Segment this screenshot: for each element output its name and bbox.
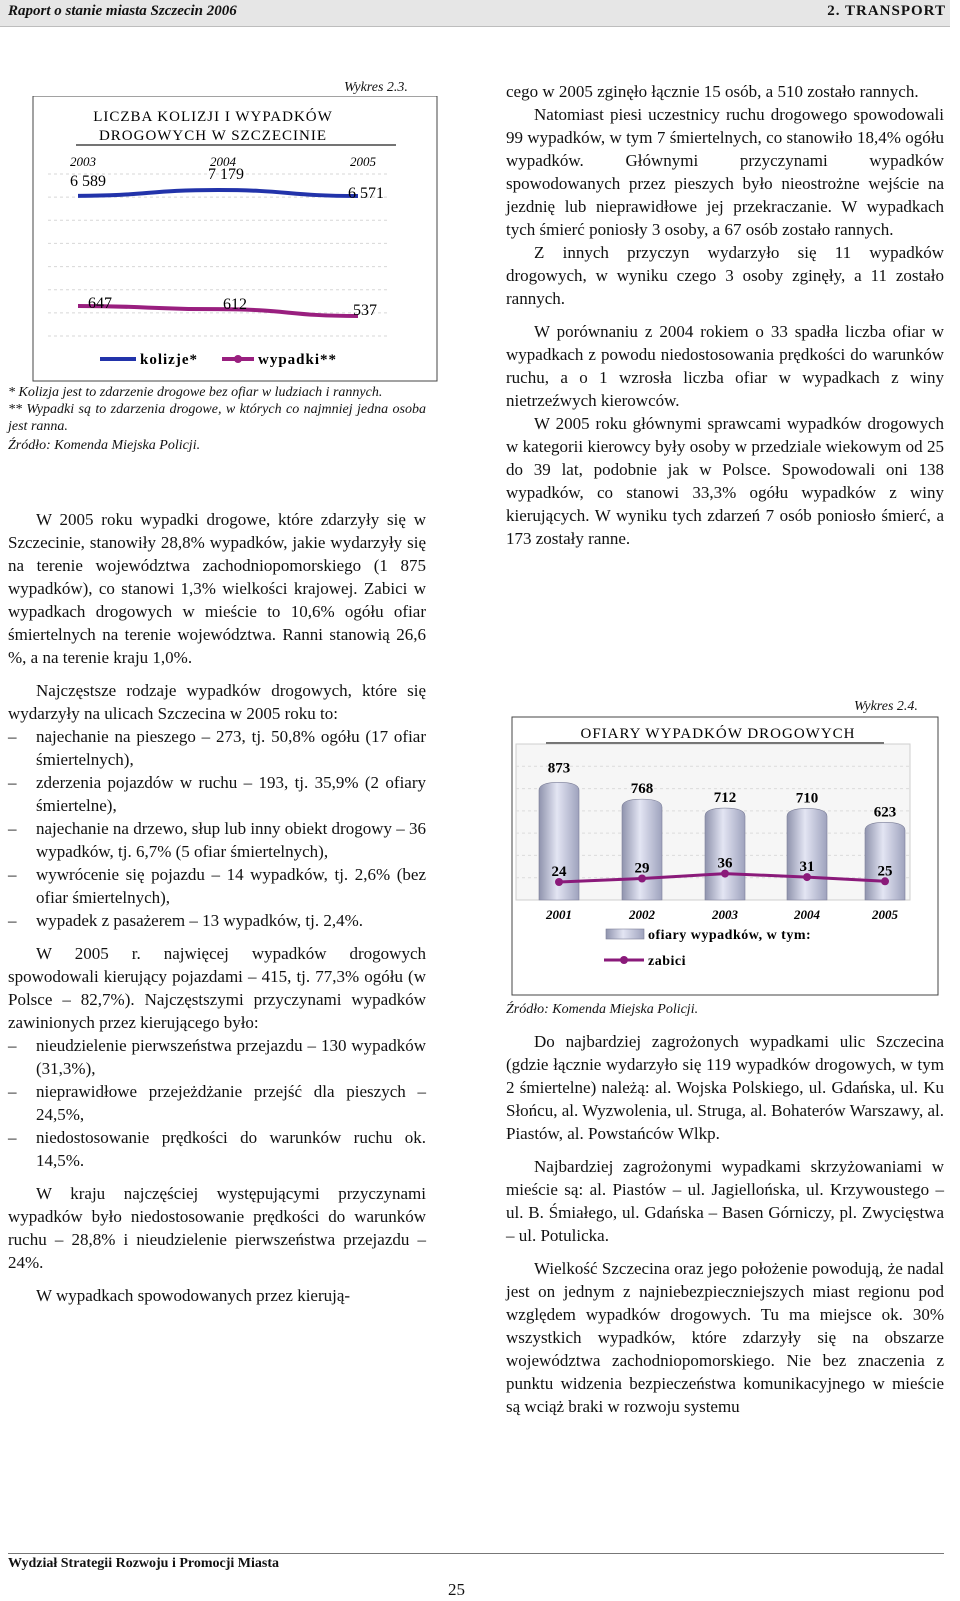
legend-label: wypadki** xyxy=(258,352,338,368)
page-header xyxy=(0,0,950,27)
bar-value-label: 623 xyxy=(873,804,897,821)
list-item: – wywrócenie się pojazdu – 14 wypadków, tj. 2,6% (bez ofiar śmiertelnych), xyxy=(8,863,426,909)
bar xyxy=(865,822,905,900)
paragraph: Najczęstsze rodzaje wypadków drogowych, które się wydarzyły na ulicach Szczecina w 2005 roku to: xyxy=(8,681,426,723)
legend-swatch xyxy=(606,929,644,939)
footer-department: Wydział Strategii Rozwoju i Promocji Miasta xyxy=(8,1556,280,1571)
year-label: 2003 xyxy=(712,907,738,922)
year-label: 2002 xyxy=(629,907,655,922)
list-item: – wypadek z pasażerem – 13 wypadków, tj. 2,4%. xyxy=(8,909,426,932)
data-label: 537 xyxy=(353,302,377,319)
year-label: 2005 xyxy=(872,907,898,922)
year-label: 2001 xyxy=(546,907,572,922)
data-label: 612 xyxy=(223,296,247,313)
killed-value-label: 24 xyxy=(551,864,567,880)
paragraph: W porównaniu z 2004 rokiem o 33 spadła liczba ofiar w wypadkach z powodu niedostosowania prędkości do warunków ruchu, a o 1 wzrosła liczba ofiar w wypadkach z winy nietrzeźwych kierowców. xyxy=(506,322,944,410)
chart1-title-line2: DROGOWYCH W SZCZECINIE xyxy=(98,128,328,144)
bar-value-label: 712 xyxy=(713,790,737,807)
paragraph: Wielkość Szczecina oraz jego położenie powodują, że nadal jest on jednym z najniebezpieczniejszych miast regionu pod względem wypadków drogowych. Tu ma miejsce ok. 30% wszystkich wypadków, które zdarzyły się na obszarze województwa zachodniopomorskiego. Nie bez znaczenia z punktu widzenia bezpieczeństwa komunikacyjnego w mieście są wciąż braki w rozwoju systemu xyxy=(506,1259,944,1416)
note-collision: * Kolizja jest to zdarzenie drogowe bez ofiar w ludziach i rannych. xyxy=(8,385,383,400)
legend-label: zabici xyxy=(648,954,686,969)
bar xyxy=(787,808,827,900)
year-label: 2004 xyxy=(210,154,236,169)
page-number: 25 xyxy=(448,1580,465,1599)
left-column xyxy=(8,508,426,1317)
chart1-title-line1: LICZBA KOLIZJI I WYPADKÓW xyxy=(93,109,333,125)
year-label: 2003 xyxy=(70,154,96,169)
killed-value-label: 25 xyxy=(877,863,893,880)
paragraph: W 2005 r. najwięcej wypadków drogowych spowodowali kierujący pojazdami – 415, tj. 77,3% ogółu (w Polsce – 82,7%). Najczęstszymi przyczynami wypadków zawinionych przez kierującego było: xyxy=(8,944,426,1032)
note-accident: ** Wypadki są to zdarzenia drogowe, w których co najmniej jedna osoba jest ranna. xyxy=(8,402,426,434)
accident-victims-chart xyxy=(506,716,946,998)
source-note: Źródło: Komenda Miejska Policji. xyxy=(506,1002,699,1017)
section-title: 2. TRANSPORT xyxy=(827,3,946,19)
right-column-bottom xyxy=(506,1030,944,1428)
paragraph: W wypadkach spowodowanych przez kierują- xyxy=(36,1286,351,1305)
bar-value-label: 768 xyxy=(630,781,654,798)
list-item: – nieudzielenie pierwszeństwa przejazdu – 130 wypadków (31,3%), xyxy=(8,1034,426,1080)
legend-marker xyxy=(620,956,628,964)
list-item: – nieprawidłowe przejeżdżanie przejść dla pieszych – 24,5%, xyxy=(8,1080,426,1126)
paragraph: Natomiast piesi uczestnicy ruchu drogowego spowodowali 99 wypadków, w tym 7 śmiertelnych, co stanowiło 18,4% ogółu wypadków. Głównymi przyczynami wypadków spowodowanych przez pieszych było nieostrożne wejście na jezdnię lub nieprawidłowe jej przekraczanie. W wypadkach tych śmierć poniosły 3 osoby, a 67 osób zostało rannych. xyxy=(506,105,944,239)
legend-marker xyxy=(234,355,242,363)
collisions-accidents-chart xyxy=(8,96,448,382)
legend-label: kolizje* xyxy=(140,352,198,368)
paragraph: W 2005 roku głównymi sprawcami wypadków drogowych w kategorii kierowcy były osoby w przedziale wiekowym od 25 do 39 lat, podobnie jak w Polsce. Spowodowali oni 138 wypadków, co stanowi 33,3% ogółu wypadków z winy kierujących. W wyniku tych zdarzeń 7 osób poniosło śmierć, a 173 zostały ranne. xyxy=(506,414,944,548)
chart2-title: OFIARY WYPADKÓW DROGOWYCH xyxy=(580,726,856,742)
data-label: 6 571 xyxy=(348,185,384,202)
year-label: 2005 xyxy=(350,154,376,169)
killed-value-label: 36 xyxy=(717,855,733,872)
accident-types-list xyxy=(8,725,426,932)
right-column-top xyxy=(506,80,944,560)
paragraph: Najbardziej zagrożonymi wypadkami skrzyżowaniami w mieście są: al. Piastów – ul. Jagiellońska, ul. Krzywoustego – ul. B. Śmiałego, ul. Gdańska – Basen Górniczy, pl. Zwycięstwa – ul. Potulicka. xyxy=(506,1157,944,1245)
data-label: 647 xyxy=(88,295,112,312)
bar-value-label: 710 xyxy=(795,790,819,807)
footer-divider xyxy=(8,1553,944,1554)
bar xyxy=(622,799,662,900)
paragraph: W kraju najczęściej występującymi przyczynami wypadków było niedostosowanie prędkości do warunków ruchu – 28,8% i nieudzielenie pierwszeństwa przejazdu – 24%. xyxy=(8,1184,426,1272)
killed-value-label: 31 xyxy=(799,859,815,876)
data-label: 7 179 xyxy=(208,166,244,183)
killed-value-label: 29 xyxy=(634,860,650,877)
source-note: Źródło: Komenda Miejska Policji. xyxy=(8,438,201,453)
chart2-label: Wykres 2.4. xyxy=(854,699,918,714)
list-item: – najechanie na pieszego – 273, tj. 50,8% ogółu (17 ofiar śmiertelnych), xyxy=(8,725,426,771)
report-title: Raport o stanie miasta Szczecin 2006 xyxy=(8,3,237,19)
year-label: 2004 xyxy=(794,907,820,922)
causes-list xyxy=(8,1034,426,1172)
chart1-label: Wykres 2.3. xyxy=(344,80,408,95)
bar xyxy=(705,808,745,900)
list-item: – niedostosowanie prędkości do warunków ruchu ok. 14,5%. xyxy=(8,1126,426,1172)
bar-value-label: 873 xyxy=(547,760,571,777)
data-label: 6 589 xyxy=(70,173,106,190)
paragraph: Do najbardziej zagrożonych wypadkami ulic Szczecina (gdzie łącznie wydarzyło się 119 wypadków drogowych, w tym 2 śmiertelne) należą: al. Wojska Polskiego, ul. Gdańska, ul. Ku Słońcu, al. Wyzwolenia, ul. Struga, al. Bohaterów Warszawy, al. Piastów, al. Powstańców Wlkp. xyxy=(506,1032,944,1143)
paragraph: W 2005 roku wypadki drogowe, które zdarzyły się w Szczecinie, stanowiły 28,8% wypadków, jakie wydarzyły się na terenie województwa zachodniopomorskiego (1 875 wypadków), co stanowi 1,3% wielkości krajowej. Zabici w wypadkach drogowych w mieście to 10,6% ogółu ofiar śmiertelnych na terenie województwa. Ranni stanowią 26,6 %, a na terenie kraju 1,0%. xyxy=(8,510,426,667)
paragraph: Z innych przyczyn wydarzyło się 11 wypadków drogowych, w wyniku czego 3 osoby zginęły, a 11 zostało rannych. xyxy=(506,243,944,308)
paragraph: cego w 2005 zginęło łącznie 15 osób, a 510 zostało rannych. xyxy=(506,82,919,101)
legend-label: ofiary wypadków, w tym: xyxy=(648,928,812,943)
chart1-notes xyxy=(8,384,426,454)
list-item: – najechanie na drzewo, słup lub inny obiekt drogowy – 36 wypadków, tj. 6,7% (5 ofiar śmiertelnych), xyxy=(8,817,426,863)
list-item: – zderzenia pojazdów w ruchu – 193, tj. 35,9% (2 ofiary śmiertelne), xyxy=(8,771,426,817)
